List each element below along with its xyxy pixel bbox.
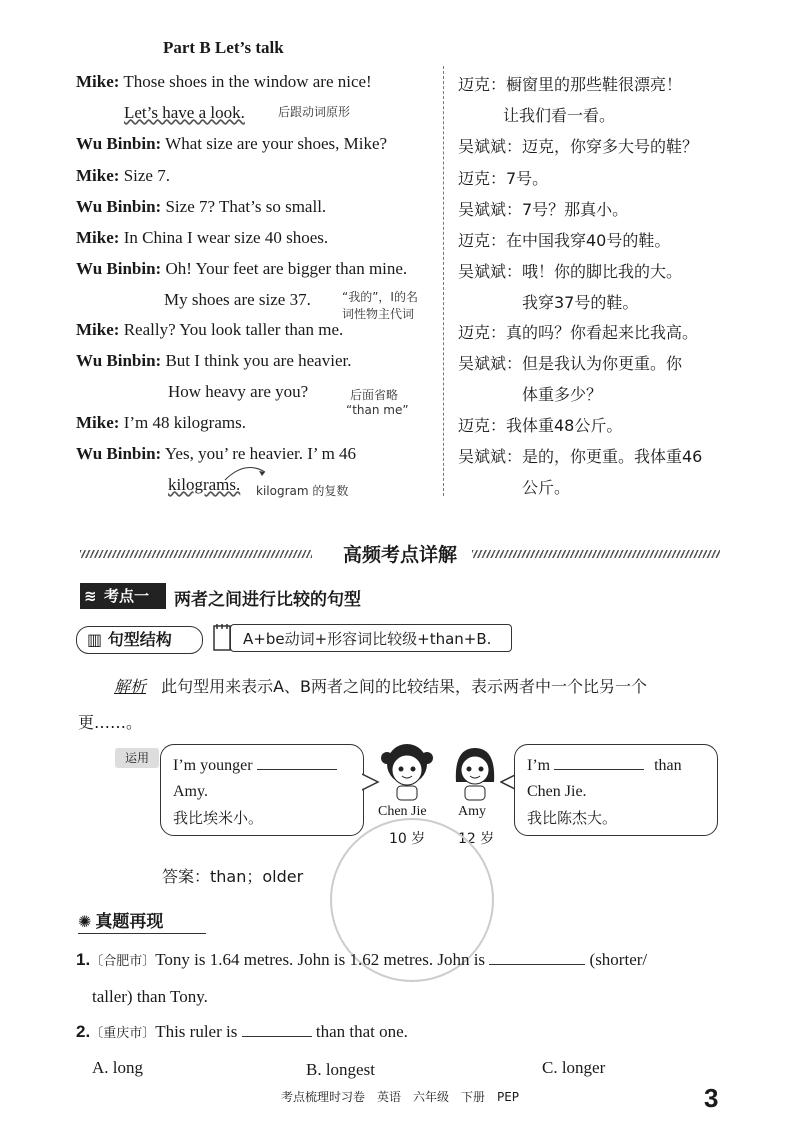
speech-bubble-left: I’m younger Amy. 我比埃米小。: [160, 744, 364, 836]
dialog-line: kilograms.: [168, 475, 241, 494]
page-footer: 考点梳理时习卷 英语 六年级 下册 PEP: [280, 1090, 520, 1104]
page-number: 3: [704, 1083, 719, 1113]
key-point-badge: ≋ 考点一: [80, 583, 166, 609]
translation-line: 我穿37号的鞋。: [522, 293, 639, 312]
annotation-note: “我的”，I的名: [342, 290, 418, 304]
real-question-heading: ✺ 真题再现: [78, 907, 206, 934]
kid-age: 10 岁: [389, 831, 426, 847]
translation-line: 迈克：真的吗？你看起来比我高。: [458, 323, 699, 342]
annotation-note: kilogram 的复数: [256, 484, 349, 498]
translation-line: 体重多少？: [522, 385, 603, 404]
kid-name: Amy: [458, 804, 486, 819]
key-point-title: 两者之间进行比较的句型: [174, 590, 361, 610]
option-a[interactable]: A. long: [92, 1058, 143, 1077]
translation-line: 吴斌斌：是的，你更重。我体重46: [458, 447, 703, 466]
translation-line: 吴斌斌：哦！你的脚比我的大。: [458, 262, 683, 281]
dialog-line: Mike: Size 7.: [76, 166, 170, 185]
translation-line: 公斤。: [522, 478, 571, 497]
answer-blank[interactable]: [554, 769, 644, 770]
column-divider: [443, 66, 444, 496]
girl-amy-icon: [448, 742, 502, 802]
annotation-note: “than me”: [346, 403, 409, 417]
answer-text: 答案：than；older: [162, 867, 304, 886]
dialog-line: Mike: I’m 48 kilograms.: [76, 413, 246, 432]
question-1: 1.〔合肥市〕Tony is 1.64 metres. John is 1.62 metres. John is (shorter/: [76, 950, 648, 969]
dialog-line: Mike: Really? You look taller than me.: [76, 320, 344, 339]
analysis-text-cont: 更……。: [78, 713, 143, 732]
annotation-note: 后跟动词原形: [278, 105, 351, 119]
structure-label: ▥ 句型结构: [76, 626, 203, 654]
option-c[interactable]: C. longer: [542, 1058, 606, 1077]
section-header: [80, 538, 720, 568]
speech-bubble-right: I’m than Chen Jie. 我比陈杰大。: [514, 744, 718, 836]
dialog-line: Mike: Those shoes in the window are nice!: [76, 72, 372, 91]
dialog-line: Mike: In China I wear size 40 shoes.: [76, 228, 329, 247]
book-icon: ▥: [87, 630, 103, 649]
translation-line: 让我们看一看。: [503, 106, 616, 125]
kid-name: Chen Jie: [378, 804, 427, 819]
sentence-formula: A+be动词+形容词比较级+than+B.: [230, 624, 512, 652]
section-title: 高频考点详解: [342, 544, 457, 566]
translation-line: 吴斌斌：迈克，你穿多大号的鞋？: [458, 137, 699, 156]
annotation-note: 后面省略: [350, 388, 399, 402]
annotation-note: 词性物主代词: [342, 307, 415, 321]
girl-chen-jie-icon: [380, 742, 434, 802]
dialog-line: Wu Binbin: Oh! Your feet are bigger than mine.: [76, 259, 408, 278]
translation-line: 迈克：在中国我穿40号的鞋。: [458, 231, 671, 250]
dialog-line: Wu Binbin: But I think you are heavier.: [76, 351, 352, 370]
option-b[interactable]: B. longest: [306, 1060, 375, 1079]
dialog-line: Wu Binbin: Yes, you’ re heavier. I’ m 46: [76, 444, 357, 463]
translation-line: 迈克：橱窗里的那些鞋很漂亮！: [458, 75, 683, 94]
answer-blank[interactable]: [242, 1036, 312, 1037]
translation-line: 吴斌斌：7号？那真小。: [458, 200, 629, 219]
dialog-line: Let’s have a look.: [124, 103, 245, 122]
lightbulb-icon: ✺: [78, 912, 92, 931]
usage-tag: 运用: [115, 748, 159, 768]
arrow-icon: [220, 460, 280, 490]
answer-blank[interactable]: [489, 964, 585, 965]
translation-line: 迈克：我体重48公斤。: [458, 416, 623, 435]
dialog-line: My shoes are size 37.: [164, 290, 311, 309]
bubble-tail: [362, 772, 380, 792]
translation-line: 吴斌斌：但是我认为你更重。你: [458, 354, 683, 373]
part-title: Part B Let’s talk: [163, 38, 284, 57]
kid-age: 12 岁: [458, 831, 495, 847]
waves-icon: ≋: [84, 587, 97, 605]
answer-blank[interactable]: [257, 769, 337, 770]
dialog-line: Wu Binbin: Size 7? That’s so small.: [76, 197, 327, 216]
question-2: 2.〔重庆市〕This ruler is than that one.: [76, 1022, 408, 1041]
translation-line: 迈克：7号。: [458, 169, 549, 188]
dialog-line: Wu Binbin: What size are your shoes, Mike?: [76, 134, 388, 153]
question-1-cont: taller) than Tony.: [92, 987, 208, 1006]
analysis-text: 解析 此句型用来表示A、B两者之间的比较结果，表示两者中一个比另一个: [114, 677, 648, 696]
hatch-decoration: [472, 550, 720, 558]
dialog-line: How heavy are you?: [168, 382, 309, 401]
